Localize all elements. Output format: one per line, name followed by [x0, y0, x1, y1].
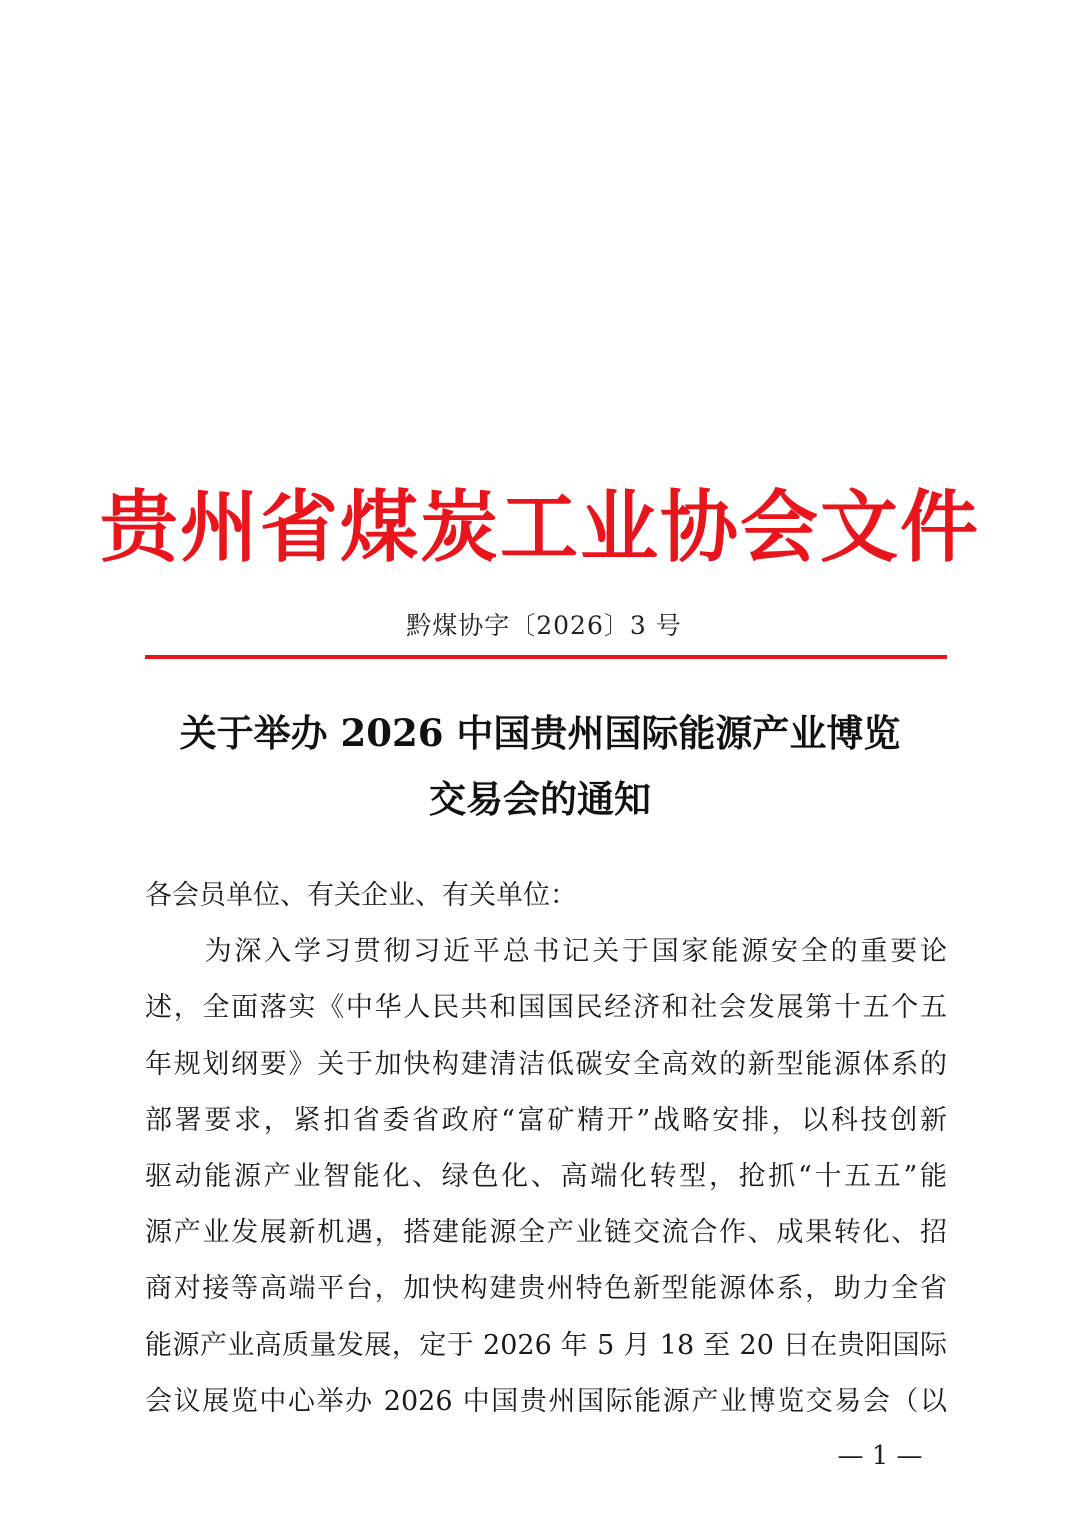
body-line: 会议展览中心举办 2026 中国贵州国际能源产业博览交易会（以 — [145, 1385, 947, 1417]
body-line: 部署要求，紧扣省委省政府“富矿精开”战略安排，以科技创新 — [145, 1104, 947, 1136]
document-number: 黔煤协字〔2026〕3 号 — [406, 611, 682, 640]
body-line: 源产业发展新机遇，搭建能源全产业链交流合作、成果转化、招 — [145, 1217, 947, 1249]
body-line: 为深入学习贯彻习近平总书记关于国家能源安全的重要论 — [145, 936, 947, 968]
red-divider-line — [145, 655, 947, 659]
document-masthead: 贵州省煤炭工业协会文件 — [100, 482, 981, 573]
document-body — [145, 868, 947, 1430]
body-line: 述，全面落实《中华人民共和国国民经济和社会发展第十五个五 — [145, 992, 947, 1024]
body-line: 能源产业高质量发展，定于 2026 年 5 月 18 至 20 日在贵阳国际 — [145, 1329, 947, 1361]
title-line: 交易会的通知 — [429, 777, 651, 821]
body-line: 商对接等高端平台，加快构建贵州特色新型能源体系，助力全省 — [145, 1273, 947, 1305]
body-line: 驱动能源产业智能化、绿色化、高端化转型，抢抓“十五五”能 — [145, 1160, 947, 1192]
salutation: 各会员单位、有关企业、有关单位： — [145, 880, 577, 911]
page-number: — 1 — — [837, 1441, 923, 1471]
document-title — [120, 700, 960, 832]
title-line: 关于举办 2026 中国贵州国际能源产业博览 — [179, 711, 901, 755]
body-line: 年规划纲要》关于加快构建清洁低碳安全高效的新型能源体系的 — [145, 1048, 947, 1080]
